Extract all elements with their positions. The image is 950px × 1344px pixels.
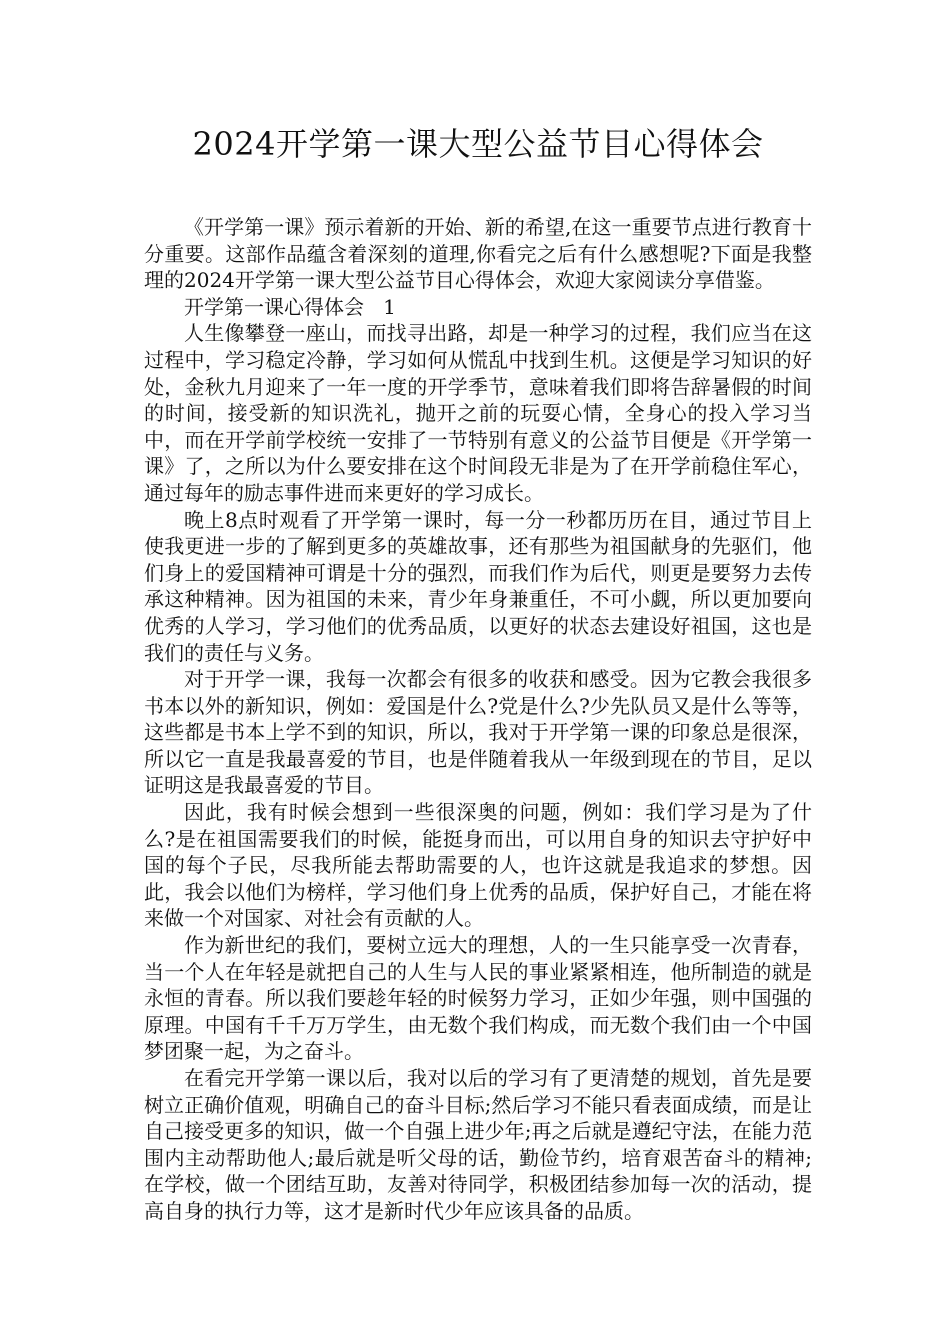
document-title: 2024开学第一课大型公益节目心得体会 [192,125,764,163]
body-paragraph: 晚上8点时观看了开学第一课时，每一分一秒都历历在目，通过节目上使我更进一步的了解到更多的英雄故事，还有那些为祖国献身的先驱们，他们身上的爱国精神可谓是十分的强烈，而我们作为后代，则更是要努力去传承这种精神。因为祖国的未来，青少年身兼重任，不可小觑，所以更加要向优秀的人学习，学习他们的优秀品质，以更好的状态去建设好祖国，这也是我们的责任与义务。 [144,507,812,665]
body-paragraph: 作为新世纪的我们，要树立远大的理想，人的一生只能享受一次青春，当一个人在年轻是就把自己的人生与人民的事业紧紧相连，他所制造的就是永恒的青春。所以我们要趁年轻的时候努力学习，正如少年强，则中国强的原理。中国有千千万万学生，由无数个我们构成，而无数个我们由一个中国梦团聚一起，为之奋斗。 [144,933,812,1064]
body-paragraph: 对于开学一课，我每一次都会有很多的收获和感受。因为它教会我很多书本以外的新知识，例如：爱国是什么?党是什么?少先队员又是什么等等，这些都是书本上学不到的知识，所以，我对于开学第一课的印象总是很深，所以它一直是我最喜爱的节目，也是伴随着我从一年级到现在的节目，足以证明这是我最喜爱的节目。 [144,667,812,798]
document-page [144,120,812,1225]
intro-paragraph: 《开学第一课》预示着新的开始、新的希望,在这一重要节点进行教育十分重要。这部作品蕴含着深刻的道理,你看完之后有什么感想呢?下面是我整理的2024开学第一课大型公益节目心得体会，欢迎大家阅读分享借鉴。 [144,215,812,293]
body-paragraph: 人生像攀登一座山，而找寻出路，却是一种学习的过程，我们应当在这过程中，学习稳定冷静，学习如何从慌乱中找到生机。这便是学习知识的好处，金秋九月迎来了一年一度的开学季节，意味着我们即将告辞暑假的时间的时间，接受新的知识洗礼，抛开之前的玩耍心情，全身心的投入学习当中，而在开学前学校统一安排了一节特别有意义的公益节目便是《开学第一课》了，之所以为什么要安排在这个时间段无非是为了在开学前稳住军心，通过每年的励志事件进而来更好的学习成长。 [144,321,812,505]
body-paragraph: 在看完开学第一课以后，我对以后的学习有了更清楚的规划，首先是要树立正确价值观，明确自己的奋斗目标;然后学习不能只看表面成绩，而是让自己接受更多的知识，做一个自强上进少年;再之后就是遵纪守法，在能力范围内主动帮助他人;最后就是听父母的话，勤俭节约，培育艰苦奋斗的精神;在学校，做一个团结互助，友善对待同学，积极团结参加每一次的活动，提高自身的执行力等，这才是新时代少年应该具备的品质。 [144,1066,812,1223]
section-heading: 开学第一课心得体会 1 [184,294,396,319]
body-paragraph: 因此，我有时候会想到一些很深奥的问题，例如：我们学习是为了什么?是在祖国需要我们的时候，能挺身而出，可以用自身的知识去守护好中国的每个子民，尽我所能去帮助需要的人，也许这就是我追求的梦想。因此，我会以他们为榜样，学习他们身上优秀的品质，保护好自己，才能在将来做一个对国家、对社会有贡献的人。 [144,800,812,931]
